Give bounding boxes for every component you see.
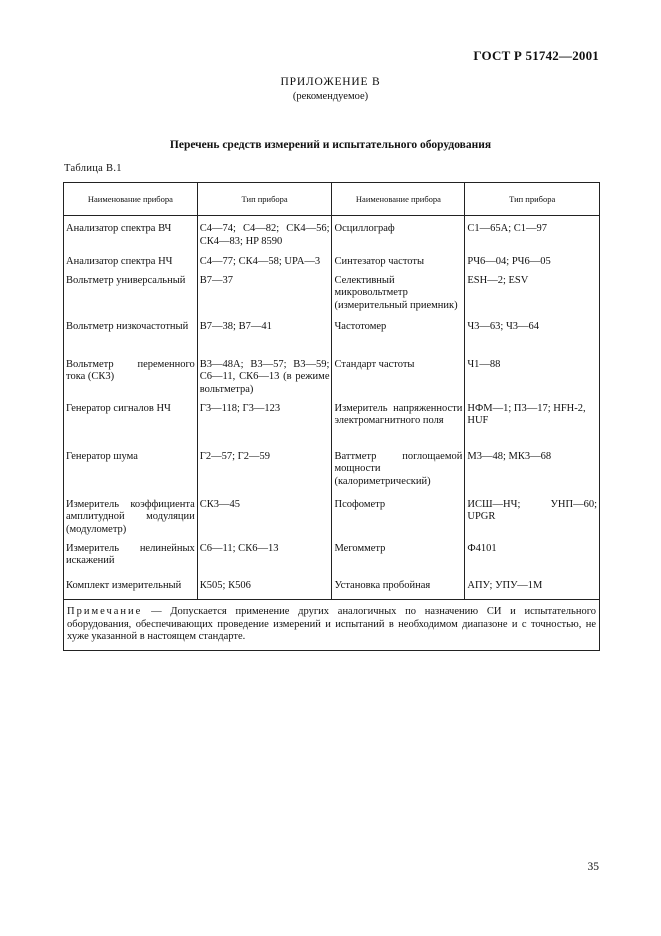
- table-caption: Таблица В.1: [64, 163, 122, 174]
- device-name-cell: Мегомметр: [332, 543, 465, 580]
- header-device-type: Тип прибора: [465, 183, 600, 216]
- table-row: [64, 275, 600, 321]
- device-type-cell: В3—48А; В3—57; В3—59; С6—11, СК6—13 (в режиме вольтметра): [197, 359, 332, 403]
- table-row: [64, 216, 600, 256]
- document-title: Перечень средств измерений и испытательного оборудования: [169, 139, 492, 151]
- table-row: [64, 256, 600, 275]
- table-row: [64, 580, 600, 600]
- table-row: [64, 321, 600, 359]
- table-header-row: [64, 183, 600, 216]
- device-name-cell: Комплект измерительный: [64, 580, 198, 600]
- device-name-cell: Измеритель нелинейных искажений: [64, 543, 198, 580]
- appendix-subtitle: (рекомендуемое): [292, 91, 369, 102]
- device-type-cell: Ч1—88: [465, 359, 600, 403]
- header-device-name: Наименование прибора: [332, 183, 465, 216]
- device-type-cell: ESH—2; ESV: [465, 275, 600, 321]
- device-type-cell: С1—65А; С1—97: [465, 216, 600, 256]
- device-name-cell: Селективный микровольтметр (измерительный приемник): [332, 275, 465, 321]
- device-type-cell: ИСШ—НЧ; УНП—60; UPGR: [465, 499, 600, 543]
- device-name-cell: Анализатор спектра НЧ: [64, 256, 198, 275]
- equipment-table: [63, 182, 600, 651]
- device-type-cell: С4—77; СК4—58; UPA—3: [197, 256, 332, 275]
- device-type-cell: СК3—45: [197, 499, 332, 543]
- device-name-cell: Вольтметр универсальный: [64, 275, 198, 321]
- device-type-cell: АПУ; УПУ—1М: [465, 580, 600, 600]
- device-name-cell: Генератор сигналов НЧ: [64, 403, 198, 451]
- table-row: [64, 359, 600, 403]
- device-name-cell: Синтезатор частоты: [332, 256, 465, 275]
- table-note: [64, 600, 600, 651]
- table-note-row: [64, 600, 600, 651]
- table-row: [64, 451, 600, 499]
- device-type-cell: Г3—118; Г3—123: [197, 403, 332, 451]
- device-name-cell: Установка пробойная: [332, 580, 465, 600]
- device-name-cell: Псофометр: [332, 499, 465, 543]
- header-device-type: Тип прибора: [197, 183, 332, 216]
- header-device-name: Наименование прибора: [64, 183, 198, 216]
- device-name-cell: Генератор шума: [64, 451, 198, 499]
- device-name-cell: Анализатор спектра ВЧ: [64, 216, 198, 256]
- device-type-cell: Г2—57; Г2—59: [197, 451, 332, 499]
- device-type-cell: В7—38; В7—41: [197, 321, 332, 359]
- device-name-cell: Вольтметр низкочастотный: [64, 321, 198, 359]
- device-type-cell: Ч3—63; Ч3—64: [465, 321, 600, 359]
- device-type-cell: М3—48; МК3—68: [465, 451, 600, 499]
- device-type-cell: РЧ6—04; РЧ6—05: [465, 256, 600, 275]
- device-name-cell: Частотомер: [332, 321, 465, 359]
- device-name-cell: Вольтметр переменного тока (СК3): [64, 359, 198, 403]
- page-number: 35: [587, 861, 599, 873]
- note-label: Примечание: [67, 606, 143, 617]
- device-type-cell: НФМ—1; П3—17; HFH-2, HUF: [465, 403, 600, 451]
- device-name-cell: Стандарт частоты: [332, 359, 465, 403]
- device-type-cell: Ф4101: [465, 543, 600, 580]
- document-code: ГОСТ Р 51742—2001: [473, 48, 599, 63]
- table-row: [64, 543, 600, 580]
- device-name-cell: Осциллограф: [332, 216, 465, 256]
- device-name-cell: Измеритель напряженности электромагнитного поля: [332, 403, 465, 451]
- table-row: [64, 403, 600, 451]
- appendix-title: ПРИЛОЖЕНИЕ В: [280, 76, 381, 88]
- device-name-cell: Измеритель коэффициента амплитудной модуляции (модулометр): [64, 499, 198, 543]
- table-row: [64, 499, 600, 543]
- device-name-cell: Ваттметр поглощаемой мощности (калориметрический): [332, 451, 465, 499]
- device-type-cell: С6—11; СК6—13: [197, 543, 332, 580]
- note-text: — Допускается применение других аналогичных по назначению СИ и испытательного оборудования, обеспечивающих проведение измерений и испытаний в необходимом диапазоне и с точностью, не хуже указанной в настоящем стандарте.: [67, 606, 596, 642]
- device-type-cell: С4—74; С4—82; СК4—56; СК4—83; HP 8590: [197, 216, 332, 256]
- device-type-cell: К505; К506: [197, 580, 332, 600]
- device-type-cell: В7—37: [197, 275, 332, 321]
